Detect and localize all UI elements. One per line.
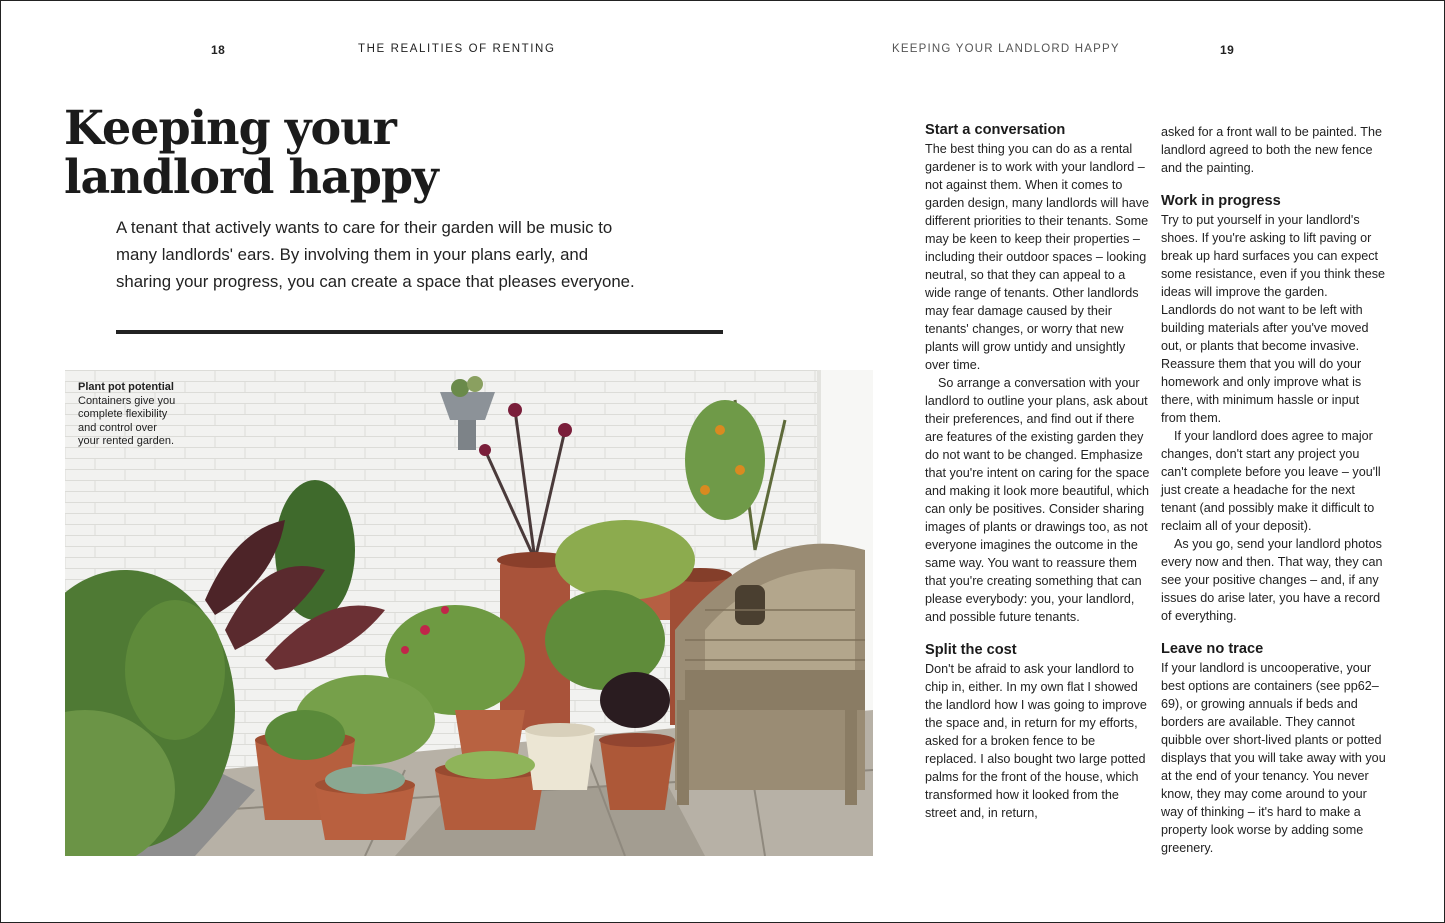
left-page-number: 18 (211, 43, 226, 57)
heading-work-progress: Work in progress (1161, 193, 1281, 209)
article-intro: A tenant that actively wants to care for their garden will be music to many landlords' ears. By involving them in your plans early, and sharing your progress, you can create a space that pleases everyone. (116, 218, 635, 291)
photo-caption (78, 381, 178, 449)
paragraph: As you go, send your landlord photos every now and then. That way, they can see your positive changes – and, if any issues do arise later, you have a record of everything. (1161, 537, 1383, 623)
paragraph: The best thing you can do as a rental gardener is to work with your landlord – not against them. When it comes to garden design, many landlords will have different priorities to their tenants. Some may be keen to keep their properties – including their outdoor spaces – looking neutral, so that they can appeal to a wide range of tenants. Other landlords may fear damage caused by their tenants' changes, or worry that new plants will grow untidy and unsightly over time. (925, 142, 1150, 372)
intro-divider (116, 330, 723, 334)
text-column-2 (1161, 123, 1386, 857)
heading-split-cost: Split the cost (925, 642, 1017, 658)
paragraph: If your landlord does agree to major changes, don't start any project you can't complete before you leave – you'll just create a headache for the next tenant (and possibly make it difficult to reclaim all of your deposit). (1161, 429, 1381, 533)
paragraph: Try to put yourself in your landlord's shoes. If you're asking to lift paving or break up hard surfaces you can expect some resistance, even if you think these ideas will improve the garden. Landlords do not want to be left with building materials after you've moved out, or plants that become invasive. Reassure them that you will do your homework and only improve what is there, with minimum hassle or input from them. (1161, 213, 1386, 425)
article-title: Keeping your landlord happy (64, 99, 438, 205)
paragraph: asked for a front wall to be painted. The landlord agreed to both the new fence and the painting. (1161, 125, 1382, 175)
right-page-number: 19 (1220, 43, 1235, 57)
container-garden-illustration (65, 370, 873, 856)
right-running-head: KEEPING YOUR LANDLORD HAPPY (892, 43, 1120, 55)
left-running-head: THE REALITIES OF RENTING (358, 43, 556, 55)
heading-start-conversation: Start a conversation (925, 122, 1066, 138)
paragraph: If your landlord is uncooperative, your best options are containers (see pp62–69), or growing annuals if beds and borders are available. They cannot quibble over short-lived plants or potted displays that you will take away with you at the end of your tenancy. You never know, they may come around to your way of thinking – it's hard to make a property look worse by adding some greenery. (1161, 661, 1386, 855)
garden-photo (65, 370, 873, 856)
paragraph: So arrange a conversation with your landlord to outline your plans, ask about their preferences, and find out if there are features of the existing garden they do not want to be changed. Emphasize that you're intent on caring for the space and making it look more beautiful, which can only be positives. Consider sharing images of plants or drawings too, as not everyone imagines the outcome in the same way. You want to reassure them that you're creating something that can please everybody: you, your landlord, and possible future tenants. (925, 376, 1150, 624)
heading-leave-trace: Leave no trace (1161, 641, 1264, 657)
caption-title: Plant pot potential (78, 381, 174, 393)
caption-text: Containers give you complete flexibility and control over your rented garden. (78, 394, 176, 448)
text-column-1 (925, 121, 1150, 822)
paragraph: Don't be afraid to ask your landlord to chip in, either. In my own flat I showed the landlord how I was going to improve the space and, in return for my efforts, asked for a broken fence to be replaced. I also bought two large potted palms for the front of the house, which transformed how it looked from the street and, in return, (925, 662, 1147, 820)
